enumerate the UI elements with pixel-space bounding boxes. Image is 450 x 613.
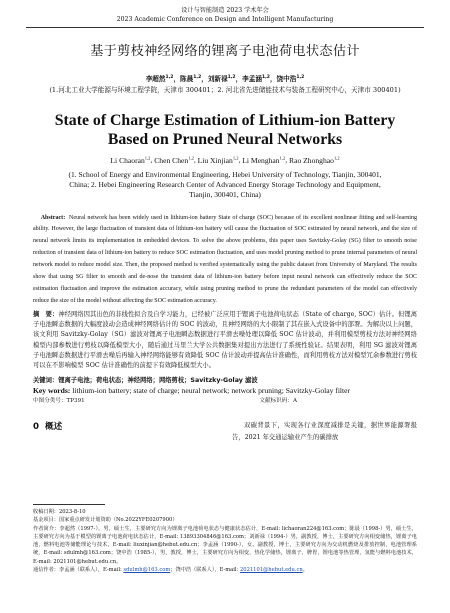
intro-paragraph: 双碳背景下，实现各行业深度减排是关键，据世界能源署报告，2021 年交通运输业产生的碳排放 bbox=[232, 421, 417, 441]
en-author: Rao Zhonghao$^{1,2}$ bbox=[289, 155, 340, 165]
abstract-cn-text: 神经网络因其出色的非线性拟合及自学习能力，已经被广泛应用于锂离子电池荷电状态（State of charge, SOC）估计。但锂离子电池瞬态数据的大幅度波动会造成神经网络估计的 SOC 的波动，且神经网络的大小限制了其在嵌入式设备中的部署。为解决以上问题，该文利用 Savitzky-Golay（SG）滤波对锂离子电池瞬态数据进行平滑去噪处理以降低 SOC 估计波动，并利用模型剪枝方法对神经网络模型内部参数进行剪枝以降低模型大小，随后通过马里兰大学公共数据集对提出方法进行了系统性验证。结果表明，利用 SG 滤波对锂离子电池瞬态数据进行平滑去噪后再输入神经网络能够有效降低 SOC 估计波动并提高估计准确性，而利用剪枝方法对模型冗余参数进行剪枝可以在不影响模型 SOC 估计准确性的前提下有效降低模型大小。 bbox=[33, 310, 417, 370]
cn-title: 基于剪枝神经网络的锂离子电池荷电状态估计 bbox=[90, 44, 360, 59]
cn-affiliation: (1.河北工业大学能源与环境工程学院，天津市 300401；2. 河北省先进储能技术与装备工程研究中心，天津市 300401) bbox=[49, 86, 401, 94]
abstract-cn bbox=[33, 310, 417, 372]
keywords-cn-label: 关键词： bbox=[33, 376, 59, 384]
left-column bbox=[33, 420, 213, 444]
section-number: 0 bbox=[33, 421, 39, 432]
fund-info: 基金项目：国家重点研发计划资助（No.2022YFE0207900） bbox=[33, 517, 178, 524]
abstract-cn-label: 摘 要： bbox=[33, 310, 59, 318]
abstract-en bbox=[33, 213, 417, 308]
keywords-en bbox=[33, 386, 417, 395]
abstract-en-text: Neural network has been widely used in lithium-ion battery State of charge (SOC) because of its excellent nonlinear fitting and self-learning ability. However, the large fluctuation of transient data of lithium-ion battery will cause the fluctuation of SOC estimated by neural network, and the size of neural network limits its implementation in embedded devices. To solve the above problems, this paper uses Savitzky-Golay (SG) filter to smooth noise reduction of transient data of lithium-ion battery to reduce SOC estimation fluctuation, and uses model pruning method to prune internal parameters of neural network model to reduce model size. Then, the proposed method is verified systematically using the public dataset from University of Maryland. The results show that using SG filter to smooth and de-nose the transient data of lithium-ion battery before input neural network can effectively reduce the SOC estimation fluctuation and improve the estimation accuracy, while using pruning method to prune the redundant parameters of the model can effectively reduce the size of the model without affecting the SOC estimation accuracy. bbox=[33, 214, 417, 304]
document-code: 文献标识码：A bbox=[259, 397, 297, 404]
conference-name-en: 2023 Academic Conference on Design and Intelligent Manufacturing bbox=[116, 16, 334, 23]
keywords-en-label: Key words: bbox=[33, 385, 71, 395]
en-author: Li Menghan$^{1,2}$ bbox=[242, 155, 286, 165]
header-rule bbox=[26, 27, 424, 28]
conference-name-cn: 设计与智能制造 2023 学术年会 bbox=[181, 7, 269, 14]
cn-author: 李超然$^{1,2}$ bbox=[145, 74, 174, 83]
en-affiliation: (1. School of Energy and Environmental Engineering, Hebei University of Technology, Tianjin, 300401, China; 2. Hebei Engineering Research Center of Advanced Energy Storage Technology and Equipment, Tianjin, 300401, China) bbox=[68, 169, 382, 199]
en-title-line: State of Charge Estimation of Lithium-ion Battery bbox=[54, 112, 396, 129]
cn-author-list: 李超然$^{1,2}$，陈晨$^{1,2}$，刘新禄$^{1,2}$，李孟涵$^{1,2}$，饶中浩$^{1,2}$ bbox=[145, 74, 305, 83]
footnotes bbox=[33, 508, 417, 574]
cn-author: 刘新禄$^{1,2}$ bbox=[207, 74, 236, 83]
cn-author: 李孟涵$^{1,2}$ bbox=[242, 74, 270, 83]
en-author: Liu Xinjian$^{1,2}$ bbox=[197, 155, 239, 165]
clc-number: 中图分类号：TP391 bbox=[33, 397, 85, 404]
footnote-rule bbox=[33, 504, 105, 505]
en-title bbox=[0, 111, 450, 149]
en-author: Li Chaoran$^{1,2}$ bbox=[110, 155, 151, 165]
corresponding-authors: 通信作者：李孟涵（联系人），E-mail: sdulmh@163.com；饶中浩（联系人），E-mail: 2021101@hebut.edu.cn。 bbox=[33, 567, 308, 574]
conference-header bbox=[0, 6, 450, 24]
en-author: Chen Chen$^{1,2}$ bbox=[154, 155, 194, 165]
author-bios: 作者简介：李超然（1997-），男，硕士生，主要研究方向为锂离子电池荷电状态与健康状态估计，E-mail: lichaoran224@163.com；陈晨（1998-）男，硕士生，主要研究方向为基于模型的锂离子电池荷电状态估计，E-mail: 13893304846@163.com；刘新禄（1994-）男，副教授，博士，主要研究方向相变储热，锂离子电池，燃料电池等储能理论与技术，E-mail: liuxinjian@hebut.edu.cn；李孟涵（1990-），女，副教授，博士，主要研究方向为交动机燃烧及排放控制，电池管理系统，E-mail: sdulmh@163.com；饶中浩（1985-），男，教授，博士，主要研究方向为相变、热化学储热，锂离子，脾胃，锂电池等热管理，氢能与燃料电池技术，E-mail: 2021101@hebut.edu.cn。 bbox=[33, 525, 417, 565]
section-title: 概述 bbox=[44, 421, 63, 432]
abstract-en-label: Abstract: bbox=[40, 214, 66, 221]
section-heading bbox=[33, 420, 213, 432]
keywords-cn-text: 锂离子电池；荷电状态；神经网络；网络剪枝；Savitzky-Golay 滤波 bbox=[58, 376, 258, 384]
cn-author: 陈晨$^{1,2}$ bbox=[180, 74, 202, 83]
en-title-line: Based on Pruned Neural Networks bbox=[107, 131, 343, 148]
body-columns bbox=[33, 420, 417, 444]
cn-author: 饶中浩$^{1,2}$ bbox=[276, 74, 305, 83]
classification-line bbox=[33, 396, 417, 404]
received-date: 收稿日期：2023-8-10 bbox=[33, 509, 86, 515]
keywords-en-text: lithium-ion battery; state of charge; neural network; network pruning; Savitzky-Golay filter bbox=[72, 385, 351, 395]
email-link[interactable]: 2021101@hebut.edu.cn bbox=[239, 567, 303, 574]
keywords-cn bbox=[33, 375, 417, 384]
en-author-list: Li Chaoran$^{1,2}$, Chen Chen$^{1,2}$, Liu Xinjian$^{1,2}$, Li Menghan$^{1,2}$, Rao Zhonghao$^{1,2}$ bbox=[110, 155, 340, 165]
email-link[interactable]: sdulmh@163.com bbox=[123, 567, 171, 574]
